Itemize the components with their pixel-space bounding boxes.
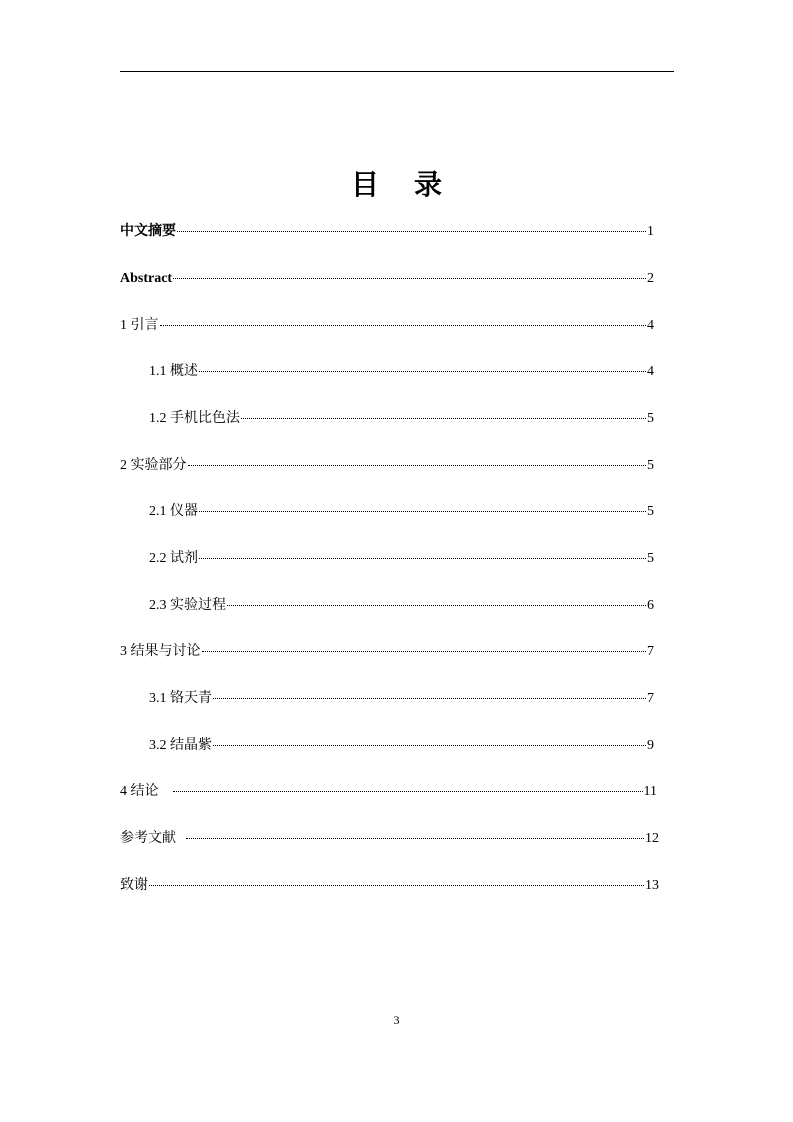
toc-entry-page: 4 bbox=[647, 364, 654, 379]
page-title: 目 录 bbox=[350, 170, 456, 201]
toc-entry-page: 7 bbox=[647, 691, 654, 706]
toc-dot-leader bbox=[213, 698, 646, 699]
toc-entry[interactable] bbox=[149, 689, 654, 709]
toc-entry[interactable] bbox=[120, 222, 654, 242]
toc-entry[interactable] bbox=[120, 269, 654, 289]
toc-entry[interactable] bbox=[120, 642, 654, 662]
toc-entry-page: 1 bbox=[647, 224, 654, 239]
toc-entry-label: 2.2 试剂 bbox=[149, 551, 198, 566]
toc-entry[interactable] bbox=[120, 316, 654, 336]
toc-dot-leader bbox=[149, 885, 644, 886]
toc-entry[interactable] bbox=[149, 362, 654, 382]
toc-entry[interactable] bbox=[149, 596, 654, 616]
toc-entry[interactable] bbox=[149, 736, 654, 756]
toc-entry-label: 1.1 概述 bbox=[149, 364, 198, 379]
toc-entry-page: 13 bbox=[645, 878, 659, 893]
toc-entry-label: 参考文献 bbox=[120, 831, 176, 846]
toc-entry-page: 12 bbox=[645, 831, 659, 846]
toc-entry[interactable] bbox=[120, 456, 654, 476]
toc-entry-label: 2.1 仪器 bbox=[149, 504, 198, 519]
toc-entry-label: 2.3 实验过程 bbox=[149, 598, 226, 613]
toc-dot-leader bbox=[213, 745, 646, 746]
toc-dot-leader bbox=[202, 651, 647, 652]
page-number: 3 bbox=[393, 1013, 400, 1027]
toc-entry-page: 5 bbox=[647, 458, 654, 473]
toc-entry-label: 致谢 bbox=[120, 878, 148, 893]
toc-dot-leader bbox=[188, 465, 647, 466]
toc-dot-leader bbox=[199, 371, 646, 372]
toc-dot-leader bbox=[177, 231, 646, 232]
toc-dot-leader bbox=[199, 511, 646, 512]
toc-entry-label: 1 引言 bbox=[120, 318, 159, 333]
toc-entry[interactable] bbox=[149, 502, 654, 522]
toc-entry-label: 中文摘要 bbox=[120, 224, 176, 239]
toc-dot-leader bbox=[186, 838, 644, 839]
toc-entry[interactable] bbox=[120, 782, 657, 802]
toc-entry-label: 3 结果与讨论 bbox=[120, 644, 201, 659]
toc-entry-label: 2 实验部分 bbox=[120, 458, 187, 473]
toc-entry-page: 5 bbox=[647, 504, 654, 519]
toc-entry[interactable] bbox=[120, 829, 659, 849]
toc-entry-page: 4 bbox=[647, 318, 654, 333]
toc-entry-page: 5 bbox=[647, 411, 654, 426]
toc-dot-leader bbox=[173, 791, 643, 792]
toc-dot-leader bbox=[241, 418, 646, 419]
toc-entry-page: 5 bbox=[647, 551, 654, 566]
toc-entry-page: 9 bbox=[647, 738, 654, 753]
toc-entry-label: 1.2 手机比色法 bbox=[149, 411, 240, 426]
toc-entry-page: 6 bbox=[647, 598, 654, 613]
toc-entry-label: 4 结论 bbox=[120, 784, 159, 799]
toc-entry-page: 11 bbox=[643, 784, 657, 799]
toc-entry-label: 3.1 铬天青 bbox=[149, 691, 212, 706]
toc-dot-leader bbox=[160, 325, 647, 326]
toc-entry[interactable] bbox=[149, 409, 654, 429]
toc-dot-leader bbox=[199, 558, 646, 559]
toc-entry-page: 2 bbox=[647, 271, 654, 286]
toc-entry-label: Abstract bbox=[120, 271, 173, 286]
toc-entry-page: 7 bbox=[647, 644, 654, 659]
toc-entry[interactable] bbox=[120, 876, 659, 896]
toc-dot-leader bbox=[227, 605, 646, 606]
toc-entry-label: 3.2 结晶紫 bbox=[149, 738, 212, 753]
toc-entry[interactable] bbox=[149, 549, 654, 569]
toc-dot-leader bbox=[173, 278, 646, 279]
